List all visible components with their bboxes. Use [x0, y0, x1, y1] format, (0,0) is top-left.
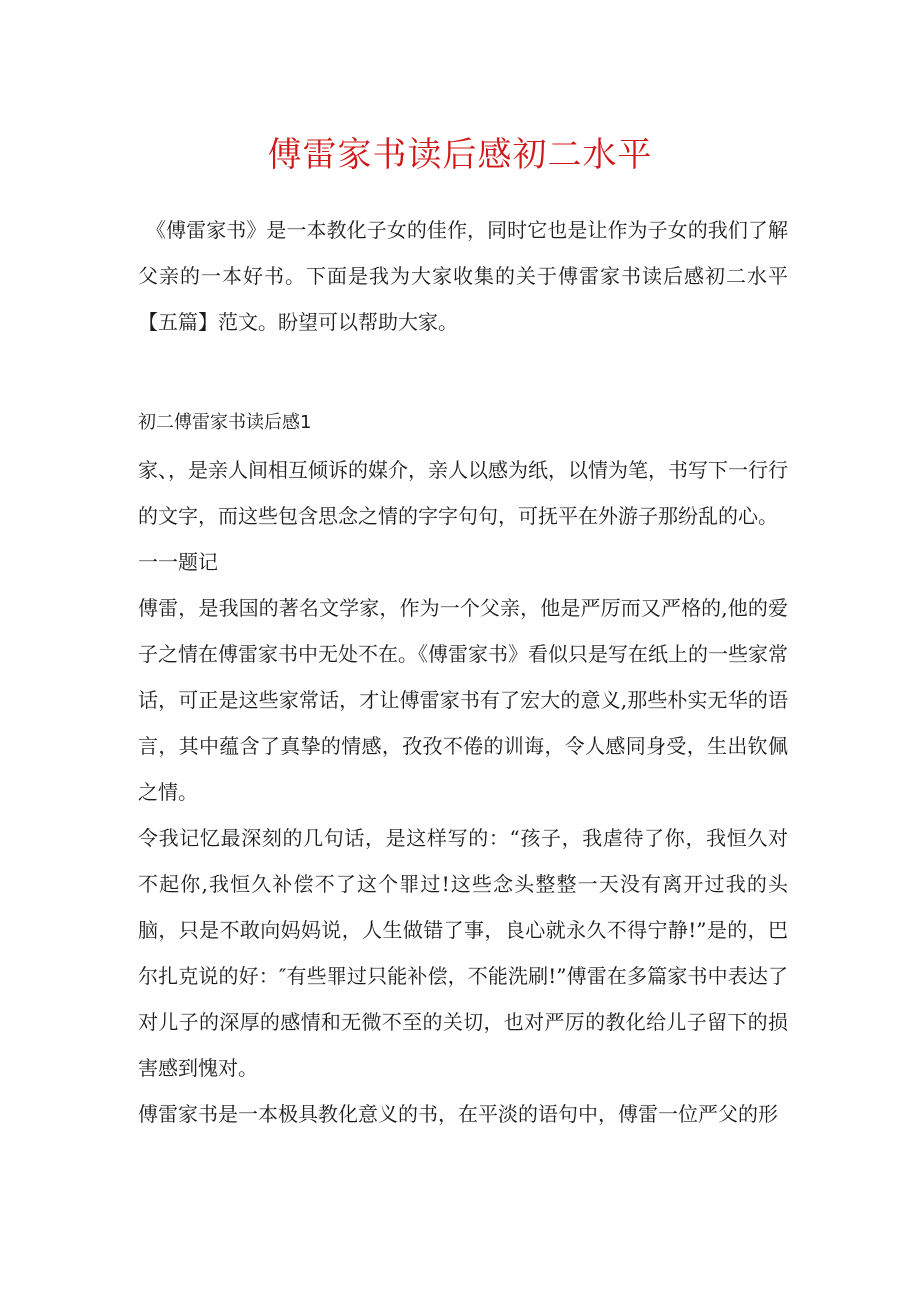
epigraph-attribution: 一一题记: [138, 550, 218, 574]
document-title: 傅雷家书读后感初二水平: [267, 135, 653, 175]
body-paragraph: 家、，是亲人间相互倾诉的媒介，亲人以感为纸，以情为笔，书写下一行行的文字，而这些包含思念之情的字字句句，可抚平在外游子那纷乱的心。: [138, 458, 788, 528]
body-text: [138, 447, 788, 1137]
body-paragraph: 傅雷，是我国的著名文学家，作为一个父亲，他是严厉而又严格的,他的爱子之情在傅雷家书中无处不在。《傅雷家书》看似只是写在纸上的一些家常话，可正是这些家常话，才让傅雷家书有了宏大的意义,那些朴实无华的语言，其中蕴含了真挚的情感，孜孜不倦的训诲，令人感同身受，生出钦佩之情。: [138, 596, 788, 804]
body-paragraph: 傅雷家书是一本极具教化意义的书，在平淡的语句中，傅雷一位严父的形: [138, 1102, 778, 1126]
section-heading: 初二傅雷家书读后感1: [138, 412, 312, 433]
body-paragraph: 令我记忆最深刻的几句话，是这样写的：“孩子，我虐待了你，我恒久对不起你,我恒久补偿不了这个罪过!这些念头整整一天没有离开过我的头脑，只是不敢向妈妈说，人生做错了事，良心就永久不得宁静!”是的，巴尔扎克说的好：″有些罪过只能补偿，不能洗刷!”傅雷在多篇家书中表达了对儿子的深厚的感情和无微不至的关切，也对严厉的教化给儿子留下的损害感到愧对。: [138, 826, 788, 1080]
intro-paragraph: 《傅雷家书》是一本教化子女的佳作，同时它也是让作为子女的我们了解父亲的一本好书。下面是我为大家收集的关于傅雷家书读后感初二水平【五篇】范文。盼望可以帮助大家。: [138, 218, 788, 334]
